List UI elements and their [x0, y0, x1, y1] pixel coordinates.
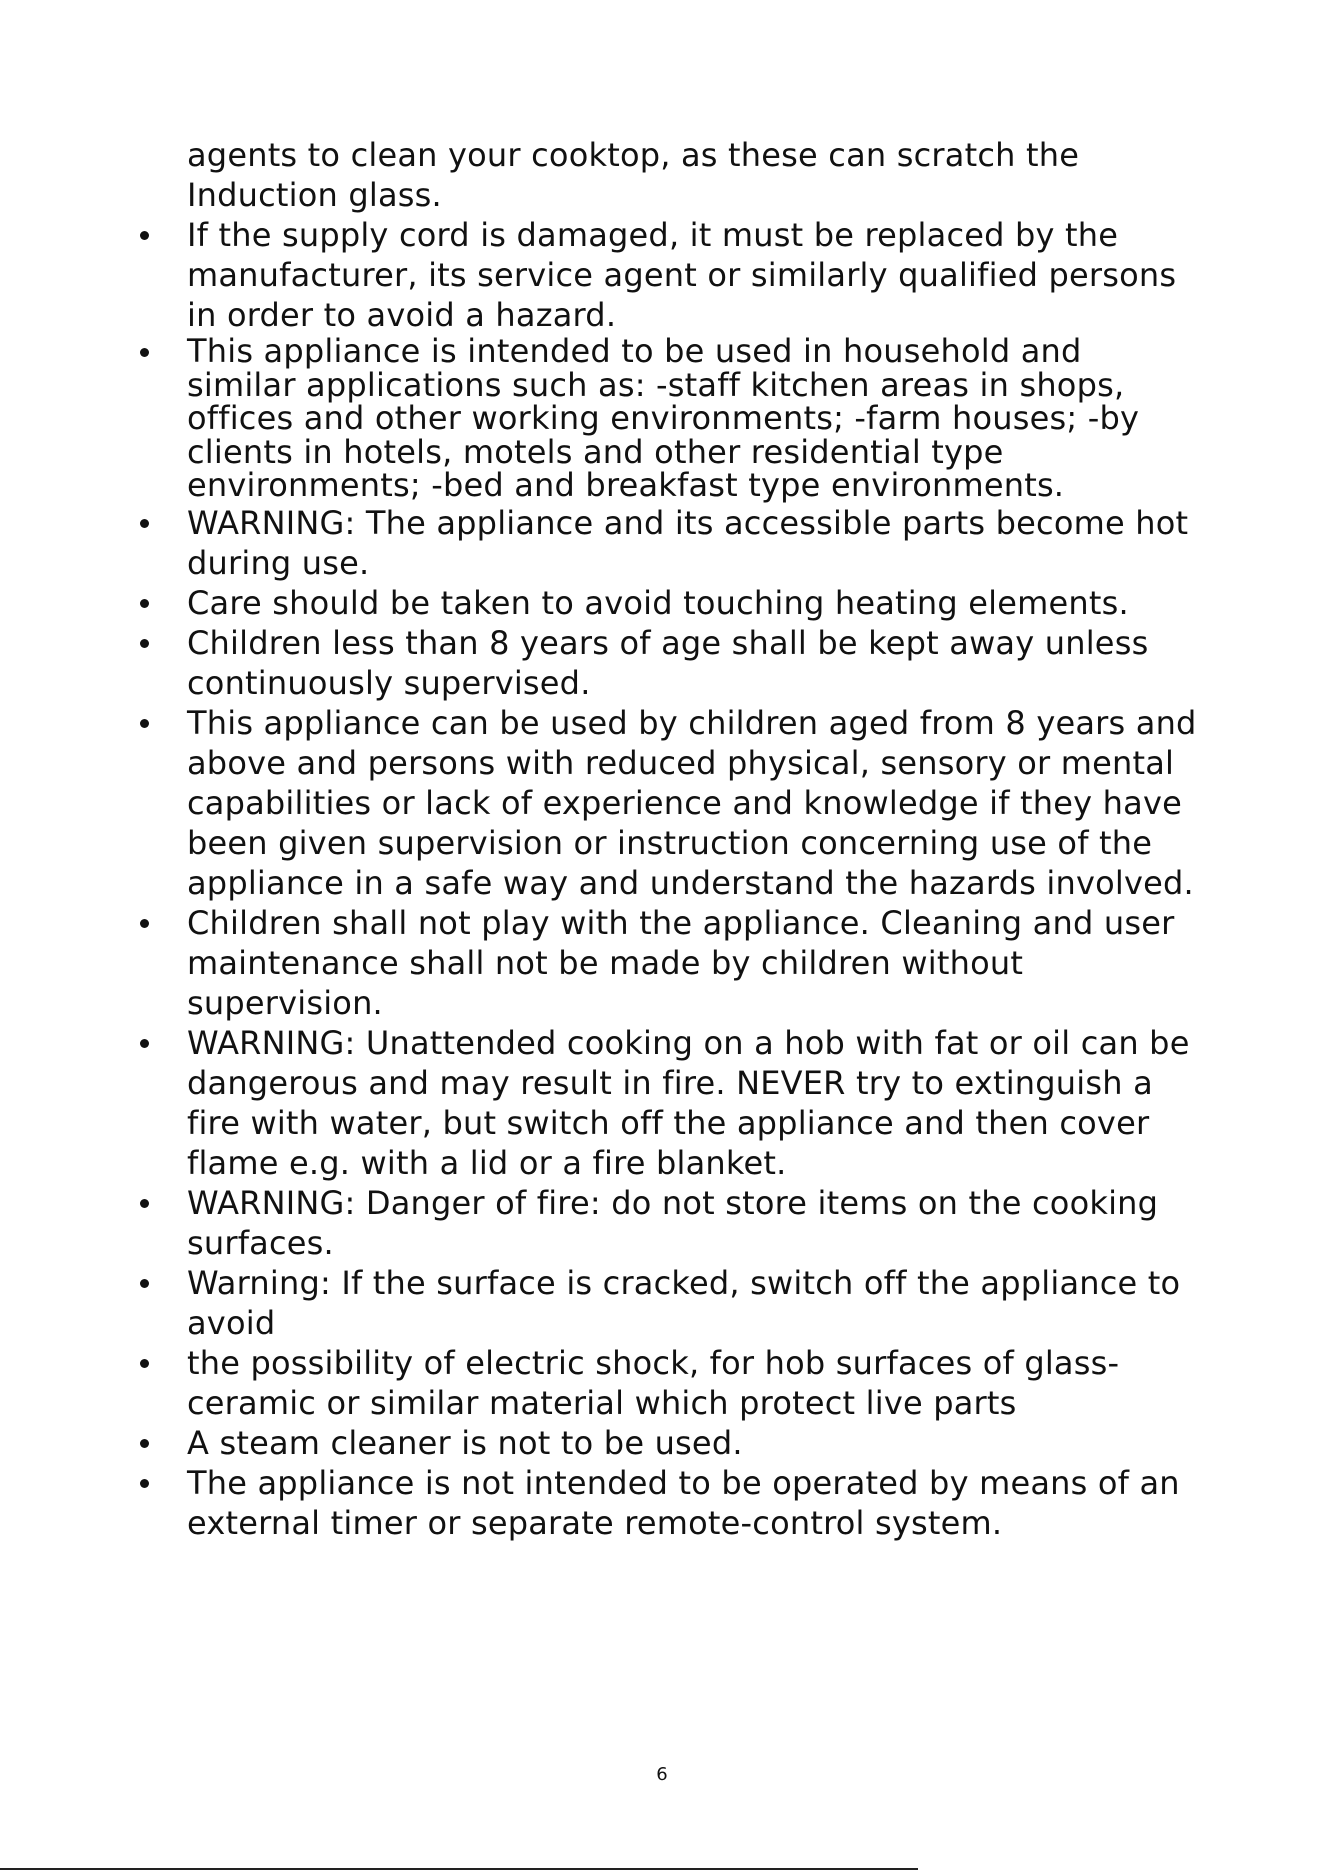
- list-item: [140, 1183, 1200, 1263]
- bullet-icon: [140, 519, 149, 528]
- list-item-text: This appliance is intended to be used in household and similar applications such as: -staff kitchen areas in shops, offices and other working environments; -farm houses; -by clients in hotels, motels and other residential type environments; -bed and breakfast type environments.: [187, 332, 1140, 504]
- list-item-text: Children less than 8 years of age shall be kept away unless continuously supervised.: [187, 623, 1149, 702]
- bullet-icon: [140, 639, 149, 648]
- list-item: [140, 1343, 1200, 1423]
- bullet-icon: [140, 1199, 149, 1208]
- list-item-text: This appliance can be used by children aged from 8 years and above and persons with reduced physical, sensory or mental capabilities or lack of experience and knowledge if they have been given supervision or instruction concerning use of the appliance in a safe way and understand the hazards involved.: [187, 703, 1197, 902]
- bullet-icon: [140, 599, 149, 608]
- list-item-text: If the supply cord is damaged, it must be replaced by the manufacturer, its service agent or similarly qualified persons in order to avoid a hazard.: [187, 216, 1177, 334]
- list-item: [140, 215, 1200, 335]
- list-item-text: Care should be taken to avoid touching heating elements.: [187, 583, 1129, 622]
- list-item-text: WARNING: Unattended cooking on a hob with fat or oil can be dangerous and may result in fire. NEVER try to extinguish a fire with water, but switch off the appliance and then cover flame e.g. with a lid or a fire blanket.: [187, 1023, 1190, 1182]
- bullet-icon: [140, 719, 149, 728]
- list-item: [140, 623, 1200, 703]
- list-item: [140, 1023, 1200, 1183]
- bullet-icon: [140, 1479, 149, 1488]
- list-item-text: WARNING: Danger of fire: do not store items on the cooking surfaces.: [187, 1183, 1159, 1262]
- list-item-text: Warning: If the surface is cracked, switch off the appliance to avoid: [187, 1263, 1181, 1342]
- list-item: [140, 1423, 1200, 1463]
- list-item: [140, 332, 1200, 504]
- list-item: [140, 703, 1200, 903]
- bullet-icon: [140, 1439, 149, 1448]
- list-item-text: The appliance is not intended to be operated by means of an external timer or separate remote-control system.: [187, 1463, 1180, 1542]
- bullet-icon: [140, 231, 149, 240]
- bottom-divider: [0, 1868, 918, 1870]
- lead-paragraph: agents to clean your cooktop, as these can scratch the Induction glass.: [187, 136, 1080, 214]
- list-item-text: the possibility of electric shock, for hob surfaces of glass-ceramic or similar material which protect live parts: [187, 1343, 1120, 1422]
- list-item-text: WARNING: The appliance and its accessible parts become hot during use.: [187, 503, 1189, 582]
- list-item: [140, 503, 1200, 583]
- page-content: [140, 135, 1200, 1543]
- safety-bullet-list: [140, 215, 1200, 1543]
- list-item: [140, 1463, 1200, 1543]
- page-number: 6: [656, 1764, 668, 1785]
- list-item: [140, 1263, 1200, 1343]
- bullet-icon: [140, 1039, 149, 1048]
- list-item-text: Children shall not play with the appliance. Cleaning and user maintenance shall not be made by children without supervision.: [187, 903, 1175, 1022]
- list-item-text: A steam cleaner is not to be used.: [187, 1423, 743, 1462]
- bullet-icon: [140, 919, 149, 928]
- list-item: [140, 583, 1200, 623]
- bullet-icon: [140, 348, 149, 357]
- bullet-icon: [140, 1279, 149, 1288]
- list-item: [140, 903, 1200, 1023]
- bullet-icon: [140, 1359, 149, 1368]
